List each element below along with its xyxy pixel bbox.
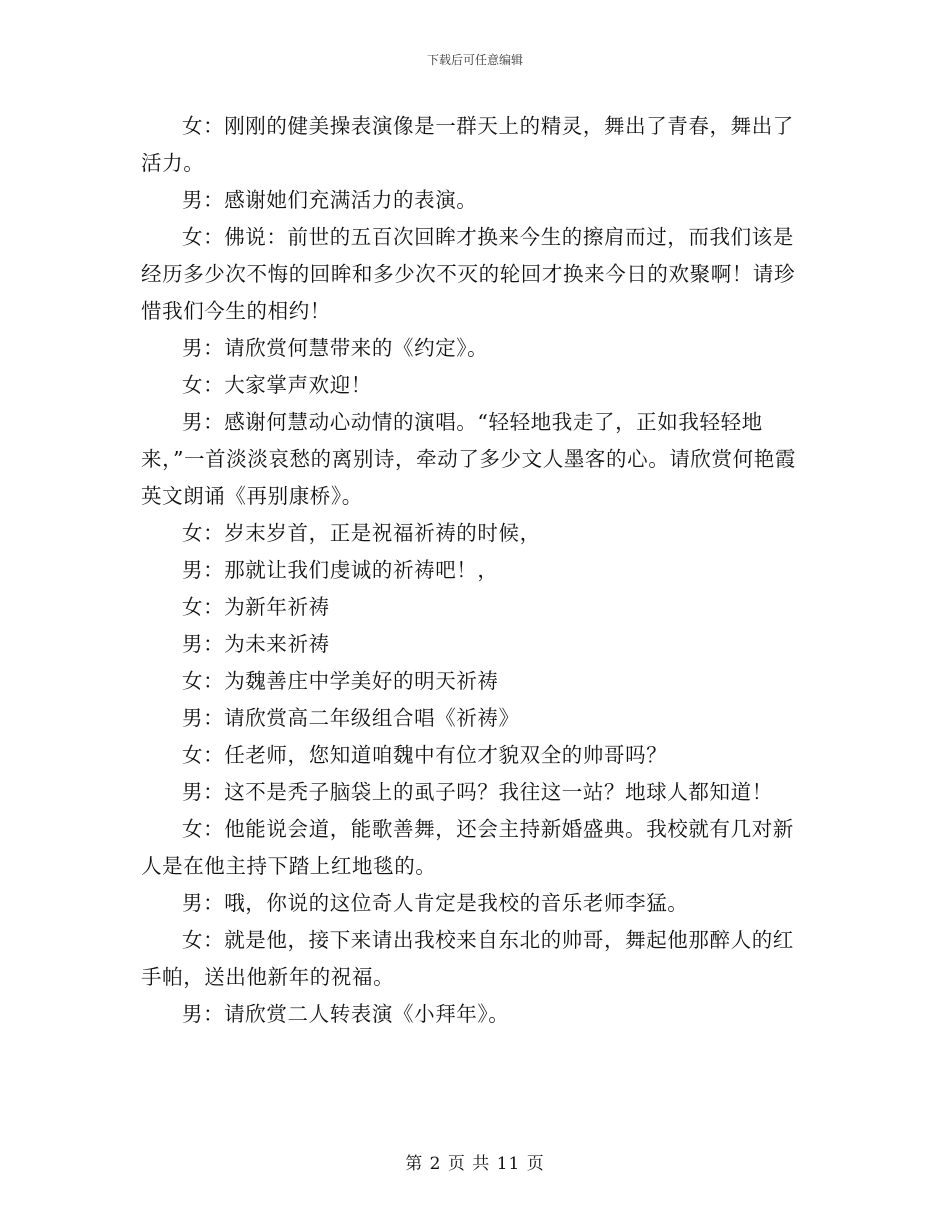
paragraph-4: 男：请欣赏何慧带来的《约定》。: [182, 336, 489, 360]
paragraph-6: 男：感谢何慧动心动情的演唱。“轻轻地我走了，正如我轻轻地来，”一首淡淡哀愁的离别诗，牵动了多少文人墨客的心。请欣赏何艳霞英文朗诵《再别康桥》。: [141, 410, 796, 508]
paragraph-5: 女：大家掌声欢迎！: [182, 373, 372, 397]
paragraph-3: 女：佛说：前世的五百次回眸才换来今生的擦肩而过，而我们该是经历多少次不悔的回眸和多少次不灭的轮回才换来今日的欢聚啊！请珍惜我们今生的相约！: [141, 225, 796, 323]
page-header: 下载后可任意编辑: [426, 53, 523, 67]
paragraph-13: 女：任老师，您知道咱魏中有位才貌双全的帅哥吗？: [182, 743, 668, 767]
paragraph-17: 女：就是他，接下来请出我校来自东北的帅哥，舞起他那醉人的红手帕，送出他新年的祝福。: [141, 928, 794, 989]
paragraph-14: 男：这不是秃子脑袋上的虱子吗？我往这一站？地球人都知道！: [182, 780, 773, 804]
paragraph-11: 女：为魏善庄中学美好的明天祈祷: [182, 669, 499, 693]
paragraph-15: 女：他能说会道，能歌善舞，还会主持新婚盛典。我校就有几对新人是在他主持下踏上红地毯的。: [141, 817, 794, 878]
paragraph-12: 男：请欣赏高二年级组合唱《祈祷》: [182, 706, 520, 730]
paragraph-8: 男：那就让我们虔诚的祈祷吧！，: [182, 558, 499, 582]
paragraph-16: 男：哦，你说的这位奇人肯定是我校的音乐老师李猛。: [182, 891, 689, 915]
paragraph-18: 男：请欣赏二人转表演《小拜年》。: [182, 1002, 510, 1026]
page-number-footer: 第 2 页 共 11 页: [405, 1154, 545, 1174]
paragraph-7: 女：岁末岁首，正是祝福祈祷的时候，: [182, 521, 541, 545]
document-body: [141, 108, 801, 1033]
paragraph-9: 女：为新年祈祷: [182, 595, 330, 619]
paragraph-10: 男：为未来祈祷: [182, 632, 330, 656]
paragraph-2: 男：感谢她们充满活力的表演。: [182, 188, 478, 212]
paragraph-1: 女：刚刚的健美操表演像是一群天上的精灵，舞出了青春，舞出了活力。: [141, 114, 794, 175]
